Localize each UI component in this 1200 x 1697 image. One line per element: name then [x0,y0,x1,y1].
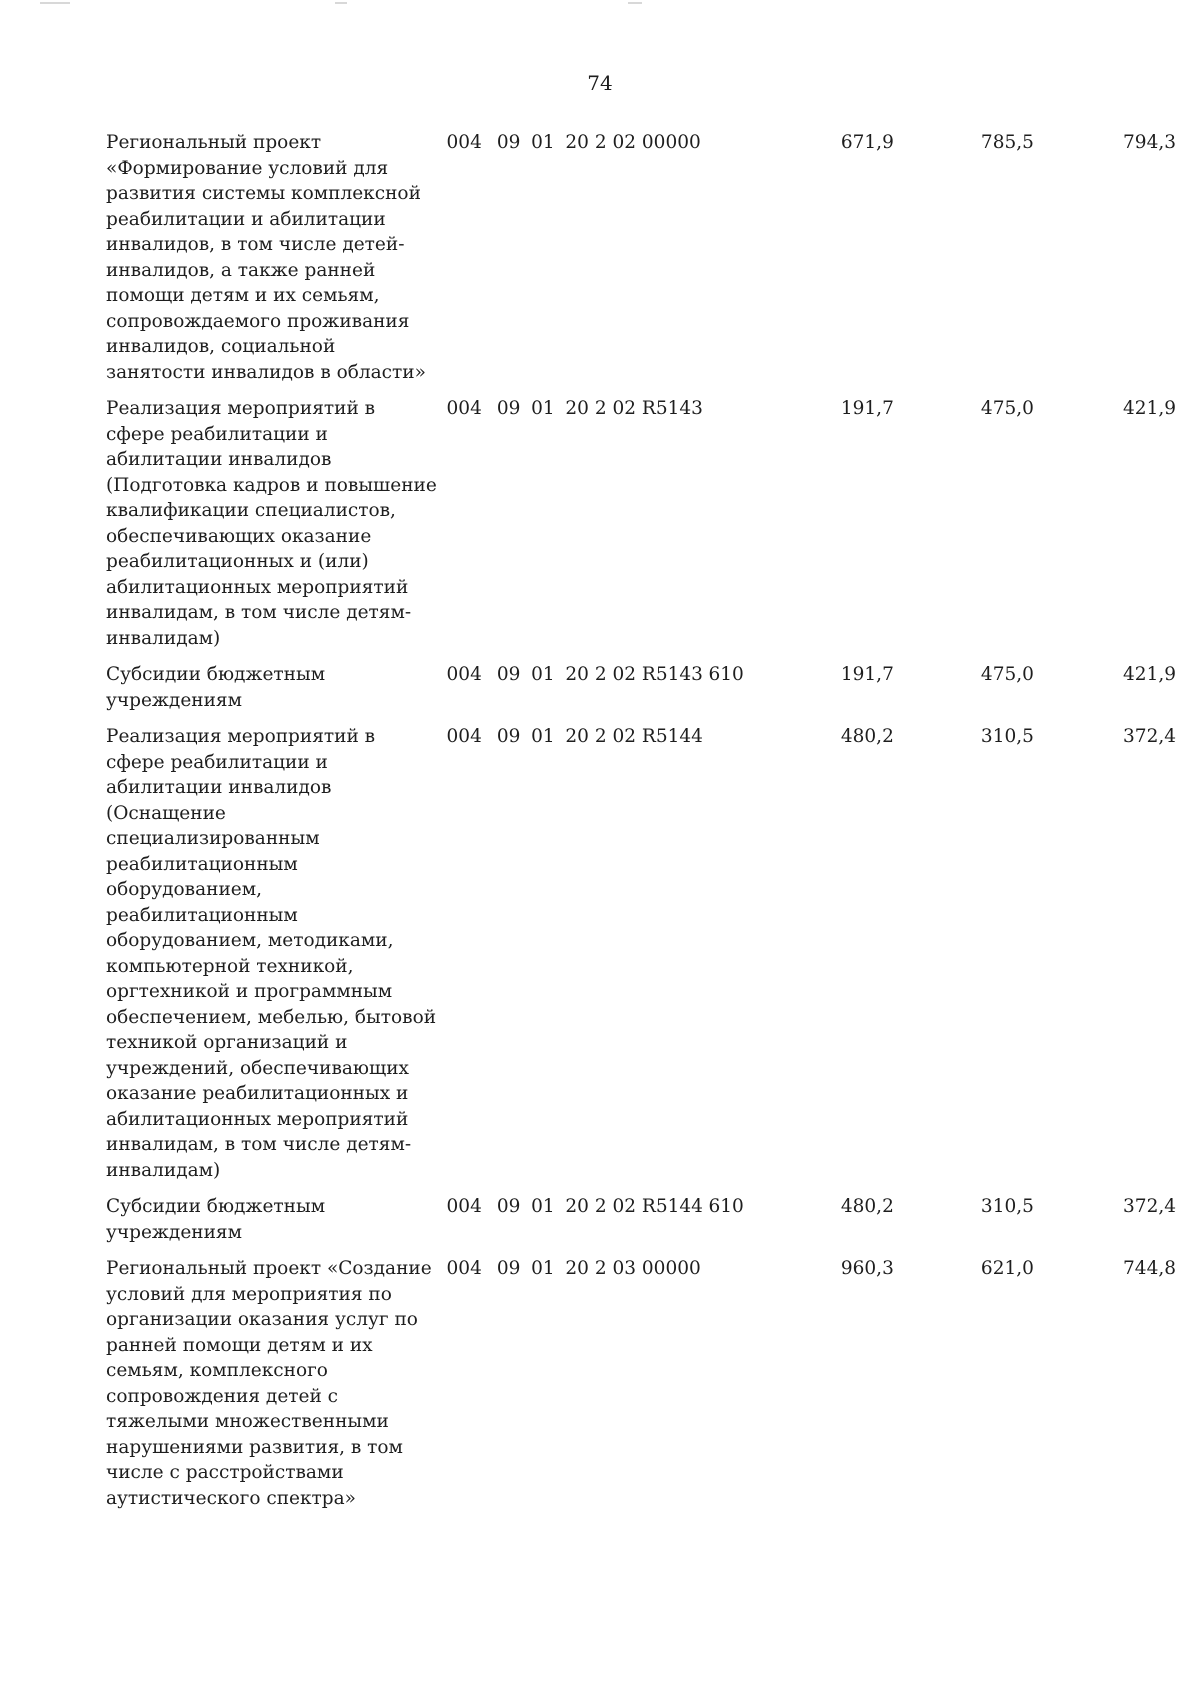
row-amount-3: 744,8 [1123,1258,1176,1279]
row-amount-2: 621,0 [980,1258,1034,1279]
row-expense-type-code [708,1256,756,1522]
table-row [106,130,1176,396]
row-section-code: 09 [496,398,521,419]
row-grbs-code: 004 [446,1258,482,1279]
table-row [106,396,1176,662]
row-subsection-code: 01 [531,664,555,685]
row-amount-1: 480,2 [840,1196,894,1217]
row-target-article-code: 20 2 02 R5143 [565,398,703,419]
row-target-article-code: 20 2 02 00000 [565,132,701,153]
row-grbs-code: 004 [446,664,482,685]
row-target-article-code: 20 2 03 00000 [565,1258,701,1279]
table-row [106,662,1176,724]
row-subsection-code: 01 [531,398,555,419]
row-amount-1: 191,7 [840,664,894,685]
row-amount-1: 671,9 [840,132,894,153]
row-section-code: 09 [496,726,521,747]
row-name: Региональный проект «Создание условий для мероприятия по организации оказания услуг по ранней помощи детям и их семьям, комплексного сопровождения детей с тяжелыми множественными нарушениями развития, в том числе с расстройствами аутистического спектра» [106,1258,432,1509]
scan-artifact [335,2,347,4]
scan-artifact [40,2,70,4]
row-amount-3: 421,9 [1123,398,1176,419]
row-section-code: 09 [496,1196,521,1217]
row-section-code: 09 [496,1258,521,1279]
row-name: Региональный проект «Формирование условий для развития системы комплексной реабилитации и абилитации инвалидов, в том числе детей-инвалидов, а также ранней помощи детям и их семьям, сопровождаемого проживания инвалидов, социальной занятости инвалидов в области» [106,132,426,383]
row-amount-1: 191,7 [840,398,894,419]
table-body [106,130,1176,1522]
row-expense-type-code [708,130,756,396]
row-expense-type-code: 610 [708,1196,744,1217]
row-subsection-code: 01 [531,1196,555,1217]
page-number: 74 [587,71,613,95]
row-amount-2: 475,0 [980,398,1034,419]
row-name: Реализация мероприятий в сфере реабилитации и абилитации инвалидов (Оснащение специализированным реабилитационным оборудованием, реабилитационным оборудованием, методиками, компьютерной техникой, оргтехникой и программным обеспечением, мебелью, бытовой техникой организаций и учреждений, обеспечивающих оказание реабилитационных и абилитационных мероприятий инвалидам, в том числе детям-инвалидам) [106,726,437,1181]
budget-table [106,130,1176,1522]
row-amount-2: 310,5 [980,1196,1034,1217]
row-amount-2: 310,5 [980,726,1034,747]
row-expense-type-code [708,396,756,662]
row-amount-3: 372,4 [1123,1196,1176,1217]
row-name: Субсидии бюджетным учреждениям [106,1196,326,1243]
row-target-article-code: 20 2 02 R5144 [565,1196,703,1217]
row-amount-1: 960,3 [840,1258,894,1279]
scan-artifact [628,2,642,4]
row-grbs-code: 004 [446,1196,482,1217]
row-expense-type-code: 610 [708,664,744,685]
row-target-article-code: 20 2 02 R5144 [565,726,703,747]
row-amount-2: 475,0 [980,664,1034,685]
row-expense-type-code [708,724,756,1194]
row-subsection-code: 01 [531,132,555,153]
row-grbs-code: 004 [446,726,482,747]
row-amount-2: 785,5 [980,132,1034,153]
row-subsection-code: 01 [531,726,555,747]
row-subsection-code: 01 [531,1258,555,1279]
row-amount-3: 372,4 [1123,726,1176,747]
table-row [106,1256,1176,1522]
row-amount-1: 480,2 [840,726,894,747]
table-row [106,1194,1176,1256]
row-target-article-code: 20 2 02 R5143 [565,664,703,685]
row-name: Реализация мероприятий в сфере реабилитации и абилитации инвалидов (Подготовка кадров и повышение квалификации специалистов, обеспечивающих оказание реабилитационных и (или) абилитационных мероприятий инвалидам, в том числе детям-инвалидам) [106,398,437,649]
table-row [106,724,1176,1194]
row-section-code: 09 [496,132,521,153]
row-name: Субсидии бюджетным учреждениям [106,664,326,711]
row-section-code: 09 [496,664,521,685]
row-amount-3: 421,9 [1123,664,1176,685]
row-grbs-code: 004 [446,398,482,419]
row-grbs-code: 004 [446,132,482,153]
row-amount-3: 794,3 [1123,132,1176,153]
